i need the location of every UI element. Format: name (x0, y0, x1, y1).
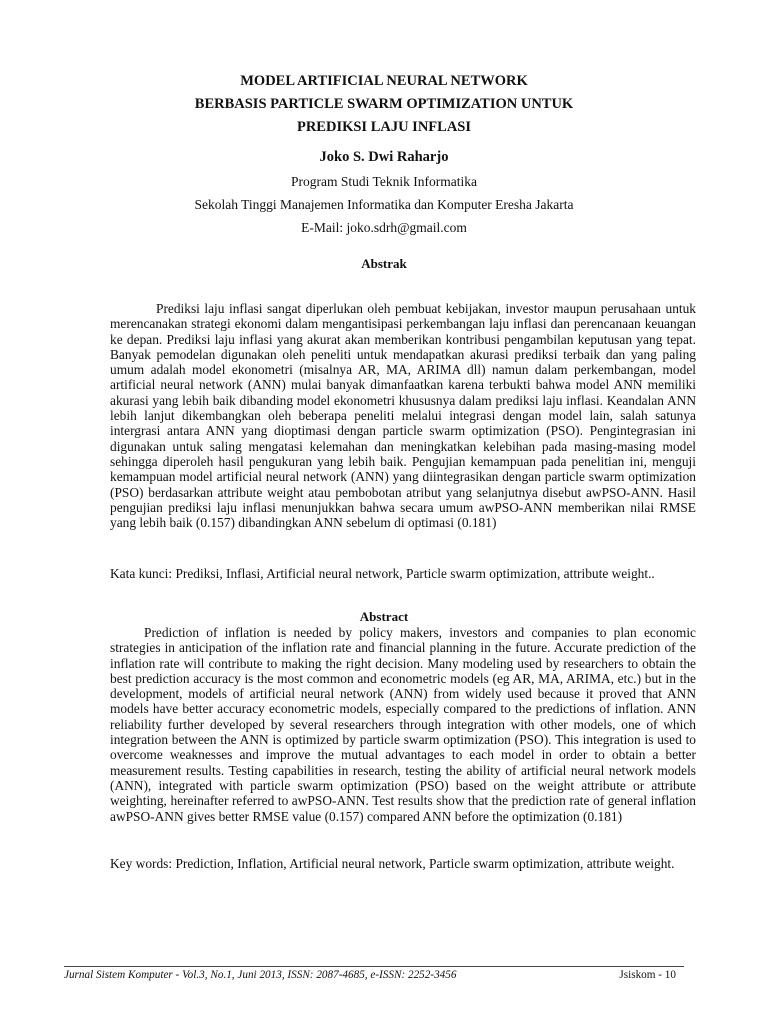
paper-title (0, 70, 768, 139)
abstract-body: Prediction of inflation is needed by policy makers, investors and companies to plan economic strategies in anticipation of the inflation rate and financial planning in the future. Accurate prediction of the inflation rate will contribute to making the right decision. Many modeling used by researchers to obtain the best prediction accuracy is the most common and econometric models (eg AR, MA, ARIMA, etc.) but in the development, models of artificial neural network (ANN) from widely used because it proved that ANN models have better accuracy econometric models, especially compared to the predictions of inflation. ANN reliability further developed by several researchers through integration with other models, one of which integration between the ANN is optimized by particle swarm optimization (PSO). This integration is used to overcome weaknesses and improve the mutual advantages to each model in order to obtain a better measurement results. Testing capabilities in research, testing the ability of artificial neural network models (ANN), integrated with particle swarm optimization (PSO) based on the weight attribute or attribute weighting, hereinafter referred to awPSO-ANN. Test results show that the prediction rate of general inflation awPSO-ANN gives better RMSE value (0.157) compared ANN before the optimization (0.181) (110, 625, 696, 824)
abstract-keywords: Key words: Prediction, Inflation, Artificial neural network, Particle swarm optimization, attribute weight. (110, 856, 675, 871)
title-line-3: PREDIKSI LAJU INFLASI (296, 119, 472, 135)
title-line-1: MODEL ARTIFICIAL NEURAL NETWORK (240, 73, 528, 89)
abstrak-body: Prediksi laju inflasi sangat diperlukan oleh pembuat kebijakan, investor maupun perusahaan untuk merencanakan strategi ekonomi dalam mengantisipasi perkembangan laju inflasi dan perencanaan keuangan ke depan. Prediksi laju inflasi yang akurat akan memberikan kontribusi pengambilan keputusan yang tepat. Banyak pemodelan digunakan oleh peneliti untuk mendapatkan akurasi prediksi terbaik dan yang paling umum adalah model ekonometri (misalnya AR, MA, ARIMA dll) namun dalam perkembangan, model artificial neural network (ANN) mulai banyak dimanfaatkan karena terbukti bahwa model ANN memiliki akurasi yang lebih baik dibanding model ekonometri khususnya dalam prediksi laju inflasi. Keandalan ANN lebih lanjut dikembangkan oleh beberapa peneliti melalui integrasi dengan model lain, salah satunya intergrasi antara ANN yang dioptimasi dengan particle swarm optimization (PSO). Pengintegrasian ini digunakan untuk saling mengatasi kelemahan dan meningkatkan kelebihan pada masing-masing model sehingga diperoleh hasil pengukuran yang lebih baik. Pengujian kemampuan pada penelitian ini, menguji kemampuan model artificial neural network (ANN) yang diintegrasikan dengan particle swarm optimization (PSO) berdasarkan attribute weight atau pembobotan atribut yang selanjutnya disebut awPSO-ANN. Hasil pengujian prediksi laju inflasi menunjukkan bahwa secara umum awPSO-ANN memberikan nilai RMSE yang lebih baik (0.157) dibandingkan ANN sebelum di optimasi (0.181) (110, 301, 696, 531)
abstrak-heading: Abstrak (361, 256, 407, 271)
author-email: E-Mail: joko.sdrh@gmail.com (301, 220, 467, 235)
footer-divider (64, 966, 684, 967)
title-line-2: BERBASIS PARTICLE SWARM OPTIMIZATION UNTUK (194, 96, 574, 112)
footer-page-number: Jsiskom - 10 (619, 969, 676, 981)
author-name: Joko S. Dwi Raharjo (319, 149, 449, 165)
abstrak-keywords: Kata kunci: Prediksi, Inflasi, Artificial neural network, Particle swarm optimization, attribute weight.. (110, 566, 655, 581)
affiliation-program: Program Studi Teknik Informatika (291, 174, 477, 189)
abstract-heading: Abstract (359, 609, 409, 624)
affiliation-institution: Sekolah Tinggi Manajemen Informatika dan Komputer Eresha Jakarta (194, 197, 574, 212)
footer-journal-info: Jurnal Sistem Komputer - Vol.3, No.1, Juni 2013, ISSN: 2087-4685, e-ISSN: 2252-3456 (64, 969, 457, 981)
